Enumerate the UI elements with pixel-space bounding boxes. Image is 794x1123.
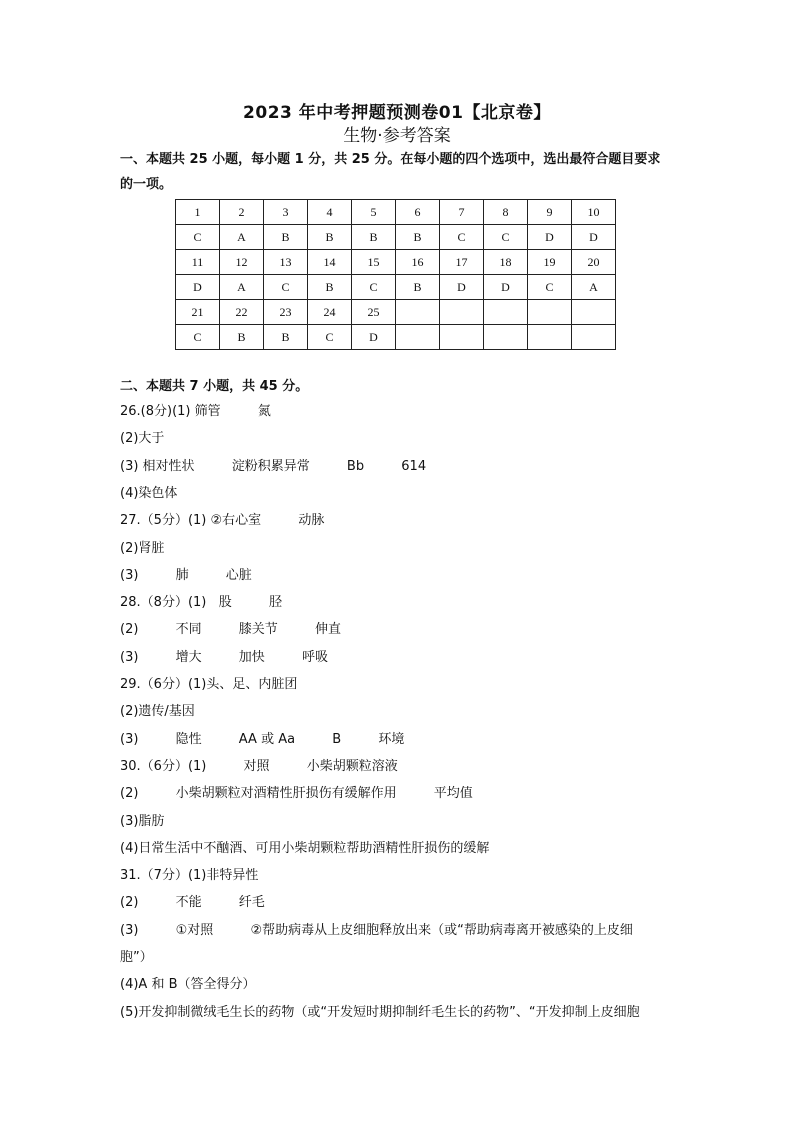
answer-table-cell: D bbox=[528, 225, 572, 250]
answer-line: (3) 隐性 AA 或 Aa B 环境 bbox=[120, 731, 405, 747]
answer-line: (2) 不同 膝关节 伸直 bbox=[120, 622, 341, 638]
answer-table-cell: D bbox=[572, 225, 616, 250]
answer-table bbox=[175, 199, 616, 350]
answer-table-cell: B bbox=[308, 225, 352, 250]
answer-table-cell: B bbox=[264, 325, 308, 350]
answer-table-cell: D bbox=[440, 275, 484, 300]
answer-table-cell: 5 bbox=[352, 200, 396, 225]
answer-line: (2)肾脏 bbox=[120, 540, 165, 556]
answer-table-cell: 24 bbox=[308, 300, 352, 325]
answer-line: (4)A 和 B（答全得分） bbox=[120, 977, 256, 993]
answer-line: (3)脂肪 bbox=[120, 813, 165, 829]
answer-line: (4)染色体 bbox=[120, 485, 178, 501]
answer-table-cell: 17 bbox=[440, 250, 484, 275]
answer-table-cell: 16 bbox=[396, 250, 440, 275]
answer-line: 29.（6分）(1)头、足、内脏团 bbox=[120, 677, 298, 692]
answer-table-cell: B bbox=[220, 325, 264, 350]
answer-line: (2) 小柴胡颗粒对酒精性肝损伤有缓解作用 平均值 bbox=[120, 786, 473, 802]
answer-table-cell: A bbox=[572, 275, 616, 300]
answer-table-cell: 1 bbox=[176, 200, 220, 225]
answer-line: 26.(8分)(1) 筛管 氮 bbox=[120, 404, 271, 419]
answer-table-cell: 10 bbox=[572, 200, 616, 225]
answer-table-row bbox=[176, 325, 616, 350]
answer-table-cell: B bbox=[396, 275, 440, 300]
answer-line: (2) 不能 纤毛 bbox=[120, 895, 265, 911]
answer-table-cell: 18 bbox=[484, 250, 528, 275]
answer-table-cell: C bbox=[264, 275, 308, 300]
answer-table-cell: C bbox=[176, 225, 220, 250]
answer-table-cell: D bbox=[484, 275, 528, 300]
answer-table-cell bbox=[396, 300, 440, 325]
answer-table-cell bbox=[484, 325, 528, 350]
answer-table-cell: 14 bbox=[308, 250, 352, 275]
answer-line: (2)大于 bbox=[120, 431, 165, 447]
answer-table-cell bbox=[572, 300, 616, 325]
answer-table-cell: C bbox=[308, 325, 352, 350]
answer-line: (4)日常生活中不酗酒、可用小柴胡颗粒帮助酒精性肝损伤的缓解 bbox=[120, 840, 490, 856]
answer-table-cell: 19 bbox=[528, 250, 572, 275]
answer-table-cell: 23 bbox=[264, 300, 308, 325]
answer-table-cell: C bbox=[440, 225, 484, 250]
answer-table-cell: 7 bbox=[440, 200, 484, 225]
answer-table-cell bbox=[484, 300, 528, 325]
answer-table-cell: C bbox=[528, 275, 572, 300]
document-title: 2023 年中考押题预测卷01【北京卷】 bbox=[243, 103, 551, 123]
answer-table-cell: 15 bbox=[352, 250, 396, 275]
answer-line: 31.（7分）(1)非特异性 bbox=[120, 868, 259, 884]
answer-table-cell: D bbox=[176, 275, 220, 300]
answer-table-cell: C bbox=[176, 325, 220, 350]
answer-table-cell: 8 bbox=[484, 200, 528, 225]
answer-line: 30.（6分）(1) 对照 小柴胡颗粒溶液 bbox=[120, 758, 398, 774]
answer-table-cell: 2 bbox=[220, 200, 264, 225]
section1-instructions-line1: 一、本题共 25 小题，每小题 1 分，共 25 分。在每小题的四个选项中，选出最符合题目要求 bbox=[120, 152, 661, 167]
answer-table-cell: B bbox=[352, 225, 396, 250]
answer-table-cell: 4 bbox=[308, 200, 352, 225]
answer-table-cell: A bbox=[220, 275, 264, 300]
answer-table-row bbox=[176, 300, 616, 325]
answer-table-cell: B bbox=[308, 275, 352, 300]
document-subtitle: 生物·参考答案 bbox=[343, 126, 451, 146]
answer-line: 28.（8分）(1) 股 胫 bbox=[120, 595, 282, 611]
answer-table-cell: B bbox=[264, 225, 308, 250]
answer-table-row bbox=[176, 250, 616, 275]
answer-table-cell: 21 bbox=[176, 300, 220, 325]
answer-line: (5)开发抑制微绒毛生长的药物（或“开发短时期抑制纤毛生长的药物”、“开发抑制上皮细胞 bbox=[120, 1004, 640, 1020]
answer-table-cell: A bbox=[220, 225, 264, 250]
answer-table-cell: 3 bbox=[264, 200, 308, 225]
answer-table-cell: D bbox=[352, 325, 396, 350]
answer-line: 27.（5分）(1) ②右心室 动脉 bbox=[120, 513, 325, 529]
answer-line: (3) 相对性状 淀粉积累异常 Bb 614 bbox=[120, 458, 427, 474]
answer-table-cell bbox=[572, 325, 616, 350]
answer-table-cell: B bbox=[396, 225, 440, 250]
answer-table-cell: C bbox=[352, 275, 396, 300]
answer-table-cell: 22 bbox=[220, 300, 264, 325]
answer-table-row bbox=[176, 225, 616, 250]
answer-table-cell bbox=[528, 300, 572, 325]
answer-table-cell bbox=[396, 325, 440, 350]
answer-table-cell bbox=[440, 300, 484, 325]
answer-line: (3) 肺 心脏 bbox=[120, 567, 252, 583]
answer-table-row bbox=[176, 200, 616, 225]
answer-line: 胞”） bbox=[120, 950, 153, 965]
answer-table-cell: 25 bbox=[352, 300, 396, 325]
answer-table-cell: 20 bbox=[572, 250, 616, 275]
section1-instructions-line2: 的一项。 bbox=[120, 177, 173, 192]
answer-table-cell: 9 bbox=[528, 200, 572, 225]
answer-table-row bbox=[176, 275, 616, 300]
answer-table-cell: 12 bbox=[220, 250, 264, 275]
answer-table-cell: 13 bbox=[264, 250, 308, 275]
answer-line: (3) 增大 加快 呼吸 bbox=[120, 649, 328, 665]
answer-table-cell bbox=[528, 325, 572, 350]
answer-table-cell: C bbox=[484, 225, 528, 250]
answer-line: (2)遗传/基因 bbox=[120, 704, 195, 720]
answer-line: (3) ①对照 ②帮助病毒从上皮细胞释放出来（或“帮助病毒离开被感染的上皮细 bbox=[120, 922, 633, 938]
answer-table-cell: 11 bbox=[176, 250, 220, 275]
section2-heading: 二、本题共 7 小题，共 45 分。 bbox=[120, 379, 309, 394]
answer-table-cell: 6 bbox=[396, 200, 440, 225]
answer-table-cell bbox=[440, 325, 484, 350]
